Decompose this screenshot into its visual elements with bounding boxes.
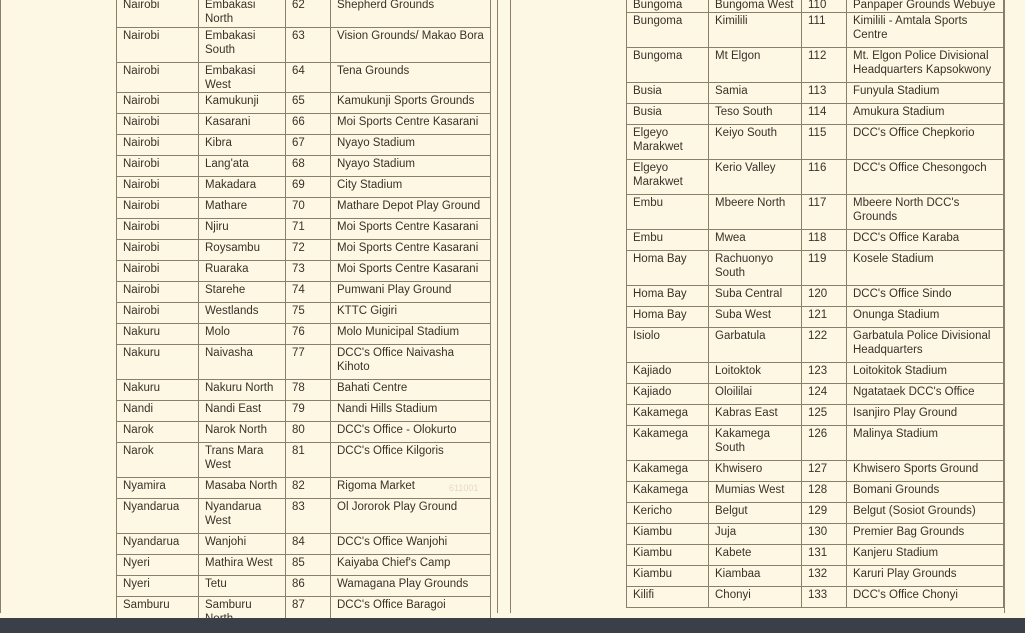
cell-constituency: Loitoktok <box>709 363 802 384</box>
cell-county: Busia <box>627 83 709 104</box>
cell-code: 72 <box>286 240 331 261</box>
cell-venue: Kosele Stadium <box>847 251 1004 286</box>
cell-county: Nakuru <box>117 380 199 401</box>
cell-code: 123 <box>802 363 847 384</box>
cell-constituency: Starehe <box>199 282 286 303</box>
cell-county: Nairobi <box>117 219 199 240</box>
cell-code: 128 <box>802 482 847 503</box>
cell-code: 73 <box>286 261 331 282</box>
cell-county: Nairobi <box>117 114 199 135</box>
cell-constituency: Naivasha <box>199 345 286 380</box>
cell-constituency: Bungoma West <box>709 0 802 13</box>
cell-venue: Mbeere North DCC's Grounds <box>847 195 1004 230</box>
table-row <box>117 135 491 156</box>
table-row <box>117 156 491 177</box>
cell-constituency: Mwea <box>709 230 802 251</box>
cell-venue: Khwisero Sports Ground <box>847 461 1004 482</box>
cell-constituency: Trans Mara West <box>199 443 286 478</box>
cell-constituency: Kabras East <box>709 405 802 426</box>
cell-code: 112 <box>802 48 847 83</box>
table-row <box>627 566 1004 587</box>
cell-county: Isiolo <box>627 328 709 363</box>
cell-county: Homa Bay <box>627 251 709 286</box>
table-row <box>627 545 1004 566</box>
cell-constituency: Mumias West <box>709 482 802 503</box>
cell-county: Nyandarua <box>117 499 199 534</box>
table-row <box>627 160 1004 195</box>
cell-venue: Malinya Stadium <box>847 426 1004 461</box>
table-row <box>117 198 491 219</box>
table-row <box>627 0 1004 13</box>
cell-venue: Pumwani Play Ground <box>331 282 491 303</box>
table-row <box>117 499 491 534</box>
cell-code: 120 <box>802 286 847 307</box>
cell-constituency: Kasarani <box>199 114 286 135</box>
cell-county: Nairobi <box>117 135 199 156</box>
table-row <box>627 48 1004 83</box>
left-venue-table <box>116 0 491 627</box>
cell-venue: DCC's Office Chesongoch <box>847 160 1004 195</box>
cell-venue: Premier Bag Grounds <box>847 524 1004 545</box>
table-row <box>627 286 1004 307</box>
cell-code: 133 <box>802 587 847 608</box>
cell-constituency: Ruaraka <box>199 261 286 282</box>
cell-county: Nairobi <box>117 28 199 63</box>
cell-county: Kiambu <box>627 524 709 545</box>
table-row <box>627 125 1004 160</box>
cell-constituency: Samburu <box>199 597 286 627</box>
cell-constituency: Kiambaa <box>709 566 802 587</box>
cell-venue: Bahati Centre <box>331 380 491 401</box>
cell-county: Bungoma <box>627 48 709 83</box>
cell-county: Nyandarua <box>117 534 199 555</box>
cell-venue: Funyula Stadium <box>847 83 1004 104</box>
table-row <box>117 324 491 345</box>
cell-constituency: Mt Elgon <box>709 48 802 83</box>
cell-code: 62 <box>286 0 331 28</box>
cell-code: 77 <box>286 345 331 380</box>
cell-constituency: Suba Central <box>709 286 802 307</box>
cell-constituency: Kamukunji <box>199 93 286 114</box>
cell-county: Nandi <box>117 401 199 422</box>
cell-venue: Moi Sports Centre Kasarani <box>331 261 491 282</box>
cell-county: Homa Bay <box>627 307 709 328</box>
cell-county: Kakamega <box>627 405 709 426</box>
cell-constituency: Kimilili <box>709 13 802 48</box>
table-row <box>627 461 1004 482</box>
table-row <box>117 345 491 380</box>
table-row <box>117 401 491 422</box>
cell-code: 122 <box>802 328 847 363</box>
cell-code: 117 <box>802 195 847 230</box>
cell-county: Kericho <box>627 503 709 524</box>
page-gutter-right <box>1013 0 1025 618</box>
table-row <box>627 524 1004 545</box>
cell-county: Nairobi <box>117 156 199 177</box>
cell-code: 115 <box>802 125 847 160</box>
cell-venue: Vision Grounds/ Makao Bora <box>331 28 491 63</box>
cell-constituency: Garbatula <box>709 328 802 363</box>
cell-code: 69 <box>286 177 331 198</box>
table-row <box>627 328 1004 363</box>
cell-constituency: Khwisero <box>709 461 802 482</box>
table-row <box>117 261 491 282</box>
table-row <box>117 282 491 303</box>
cell-code: 118 <box>802 230 847 251</box>
table-row <box>627 307 1004 328</box>
cell-county: Samburu <box>117 597 199 627</box>
cell-county: Elgeyo Marakwet <box>627 125 709 160</box>
cell-county: Kakamega <box>627 482 709 503</box>
cell-code: 86 <box>286 576 331 597</box>
table-row <box>117 93 491 114</box>
table-row <box>117 422 491 443</box>
cell-code: 119 <box>802 251 847 286</box>
cell-county: Nyeri <box>117 576 199 597</box>
cell-constituency: Embakasi South <box>199 28 286 63</box>
cell-constituency: Nyandarua West <box>199 499 286 534</box>
cell-code: 131 <box>802 545 847 566</box>
cell-venue: Moi Sports Centre Kasarani <box>331 240 491 261</box>
cell-venue: Nyayo Stadium <box>331 156 491 177</box>
cell-code: 67 <box>286 135 331 156</box>
cell-venue: DCC's Office Kilgoris <box>331 443 491 478</box>
table-row <box>117 240 491 261</box>
cell-venue: Isanjiro Play Ground <box>847 405 1004 426</box>
cell-constituency: Rachuonyo South <box>709 251 802 286</box>
cell-venue: Nyayo Stadium <box>331 135 491 156</box>
cell-constituency: Embakasi West <box>199 63 286 93</box>
cell-constituency: Wanjohi <box>199 534 286 555</box>
cell-county: Kajiado <box>627 384 709 405</box>
cell-venue: DCC's Office - Olokurto <box>331 422 491 443</box>
cell-code: 71 <box>286 219 331 240</box>
table-row <box>627 104 1004 125</box>
table-row <box>627 251 1004 286</box>
cell-county: Kiambu <box>627 566 709 587</box>
cell-venue: Belgut (Sosiot Grounds) <box>847 503 1004 524</box>
cell-county: Nairobi <box>117 0 199 28</box>
cell-venue: Moi Sports Centre Kasarani <box>331 114 491 135</box>
cell-code: 78 <box>286 380 331 401</box>
cell-county: Nyeri <box>117 555 199 576</box>
cell-code: 116 <box>802 160 847 195</box>
cell-county: Nairobi <box>117 240 199 261</box>
table-row <box>117 443 491 478</box>
cell-constituency: Chonyi <box>709 587 802 608</box>
cell-constituency: Njiru <box>199 219 286 240</box>
cell-constituency: Kakamega South <box>709 426 802 461</box>
cell-code: 132 <box>802 566 847 587</box>
cell-constituency: Juja <box>709 524 802 545</box>
cell-code: 111 <box>802 13 847 48</box>
table-row <box>627 405 1004 426</box>
cell-constituency: Roysambu <box>199 240 286 261</box>
cell-venue: Wamagana Play Grounds <box>331 576 491 597</box>
cell-constituency: Belgut <box>709 503 802 524</box>
cell-venue: City Stadium <box>331 177 491 198</box>
cell-venue: DCC's Office Sindo <box>847 286 1004 307</box>
cell-venue: Molo Municipal Stadium <box>331 324 491 345</box>
cell-code: 65 <box>286 93 331 114</box>
table-row <box>627 426 1004 461</box>
cell-constituency: Mathare <box>199 198 286 219</box>
table-row <box>627 195 1004 230</box>
table-row <box>117 576 491 597</box>
cell-code: 110 <box>802 0 847 13</box>
cell-county: Nakuru <box>117 345 199 380</box>
table-row <box>117 534 491 555</box>
cell-county: Embu <box>627 195 709 230</box>
table-row <box>627 587 1004 608</box>
cell-constituency: Narok North <box>199 422 286 443</box>
cell-constituency: Nakuru North <box>199 380 286 401</box>
cell-county: Kiambu <box>627 545 709 566</box>
cell-venue: Karuri Play Grounds <box>847 566 1004 587</box>
cell-constituency: Masaba North <box>199 478 286 499</box>
cell-constituency: Molo <box>199 324 286 345</box>
cell-county: Kilifi <box>627 587 709 608</box>
cell-constituency: Kerio Valley <box>709 160 802 195</box>
cell-county: Nakuru <box>117 324 199 345</box>
watermark-text: 611001 <box>449 483 479 493</box>
cell-county: Bungoma <box>627 0 709 13</box>
cell-constituency: Tetu <box>199 576 286 597</box>
cell-constituency: Mbeere North <box>709 195 802 230</box>
cell-code: 63 <box>286 28 331 63</box>
cell-county: Nyamira <box>117 478 199 499</box>
cell-code: 79 <box>286 401 331 422</box>
cell-venue: Kamukunji Sports Grounds <box>331 93 491 114</box>
cell-venue: Loitokitok Stadium <box>847 363 1004 384</box>
cell-county: Nairobi <box>117 63 199 93</box>
cell-county: Nairobi <box>117 303 199 324</box>
cell-venue: Kanjeru Stadium <box>847 545 1004 566</box>
table-row <box>117 28 491 63</box>
cell-venue: Ngatataek DCC's Office <box>847 384 1004 405</box>
cell-code: 129 <box>802 503 847 524</box>
cell-constituency: Teso South <box>709 104 802 125</box>
table-row <box>627 384 1004 405</box>
cell-venue: Tena Grounds <box>331 63 491 93</box>
table-row <box>117 380 491 401</box>
cell-venue: DCC's Office Chepkorio <box>847 125 1004 160</box>
cell-county: Nairobi <box>117 93 199 114</box>
bottom-toolbar-strip <box>0 618 1025 633</box>
cell-code: 82 <box>286 478 331 499</box>
table-row <box>627 83 1004 104</box>
cell-venue: Moi Sports Centre Kasarani <box>331 219 491 240</box>
cell-venue: Rigoma Market <box>331 478 491 499</box>
cell-venue: DCC's Office Baragoi <box>331 597 491 627</box>
cell-county: Embu <box>627 230 709 251</box>
cell-code: 85 <box>286 555 331 576</box>
table-row <box>117 219 491 240</box>
cell-venue: Kimilili - Amtala Sports Centre <box>847 13 1004 48</box>
table-row <box>117 177 491 198</box>
cell-county: Nairobi <box>117 282 199 303</box>
cell-county: Narok <box>117 443 199 478</box>
table-row <box>117 0 491 28</box>
right-venue-table <box>626 0 1004 608</box>
cell-county: Narok <box>117 422 199 443</box>
cell-constituency: Samia <box>709 83 802 104</box>
table-row <box>117 114 491 135</box>
cell-venue: Amukura Stadium <box>847 104 1004 125</box>
cell-code: 75 <box>286 303 331 324</box>
cell-venue: Mt. Elgon Police Divisional Headquarters Kapsokwony <box>847 48 1004 83</box>
table-row <box>117 478 491 499</box>
cell-code: 81 <box>286 443 331 478</box>
cell-constituency: Suba West <box>709 307 802 328</box>
cell-code: 66 <box>286 114 331 135</box>
cell-venue: Shepherd Grounds <box>331 0 491 28</box>
cell-constituency: Keiyo South <box>709 125 802 160</box>
cell-constituency: Embakasi North <box>199 0 286 28</box>
cell-constituency: Kibra <box>199 135 286 156</box>
cell-venue: Panpaper Grounds Webuye <box>847 0 1004 13</box>
cell-code: 74 <box>286 282 331 303</box>
cell-constituency: Lang'ata <box>199 156 286 177</box>
cell-code: 125 <box>802 405 847 426</box>
cell-venue: DCC's Office Naivasha Kihoto <box>331 345 491 380</box>
cell-constituency: Kabete <box>709 545 802 566</box>
cell-county: Homa Bay <box>627 286 709 307</box>
cell-code: 114 <box>802 104 847 125</box>
cell-county: Nairobi <box>117 198 199 219</box>
cell-venue: Bomani Grounds <box>847 482 1004 503</box>
table-row <box>117 303 491 324</box>
cell-code: 126 <box>802 426 847 461</box>
cell-venue: KTTC Gigiri <box>331 303 491 324</box>
cell-constituency: Nandi East <box>199 401 286 422</box>
cell-code: 130 <box>802 524 847 545</box>
cell-code: 76 <box>286 324 331 345</box>
cell-code: 113 <box>802 83 847 104</box>
cell-county: Kakamega <box>627 461 709 482</box>
cell-county: Nairobi <box>117 261 199 282</box>
cell-venue: Garbatula Police Divisional Headquarters <box>847 328 1004 363</box>
table-row <box>627 482 1004 503</box>
cell-venue: Mathare Depot Play Ground <box>331 198 491 219</box>
table-row <box>627 13 1004 48</box>
cell-venue: Kaiyaba Chief's Camp <box>331 555 491 576</box>
cell-venue: Onunga Stadium <box>847 307 1004 328</box>
cell-constituency: Oloililai <box>709 384 802 405</box>
cell-code: 80 <box>286 422 331 443</box>
cell-county: Kajiado <box>627 363 709 384</box>
cell-county: Nairobi <box>117 177 199 198</box>
cell-venue: Nandi Hills Stadium <box>331 401 491 422</box>
cell-code: 124 <box>802 384 847 405</box>
cell-county: Busia <box>627 104 709 125</box>
cell-venue: DCC's Office Wanjohi <box>331 534 491 555</box>
table-row <box>627 230 1004 251</box>
cell-code: 87 <box>286 597 331 627</box>
table-row <box>117 555 491 576</box>
table-row <box>627 503 1004 524</box>
cell-code: 70 <box>286 198 331 219</box>
cell-county: Elgeyo Marakwet <box>627 160 709 195</box>
cell-constituency: Makadara <box>199 177 286 198</box>
cell-venue: Ol Jororok Play Ground <box>331 499 491 534</box>
cell-code: 64 <box>286 63 331 93</box>
cell-county: Bungoma <box>627 13 709 48</box>
cell-county: Kakamega <box>627 426 709 461</box>
cell-code: 84 <box>286 534 331 555</box>
cell-code: 83 <box>286 499 331 534</box>
cell-venue: DCC's Office Chonyi <box>847 587 1004 608</box>
cell-code: 127 <box>802 461 847 482</box>
table-row <box>117 63 491 93</box>
cell-venue: DCC's Office Karaba <box>847 230 1004 251</box>
table-row <box>627 363 1004 384</box>
cell-constituency: Mathira West <box>199 555 286 576</box>
cell-code: 121 <box>802 307 847 328</box>
cell-code: 68 <box>286 156 331 177</box>
cell-constituency: Westlands <box>199 303 286 324</box>
